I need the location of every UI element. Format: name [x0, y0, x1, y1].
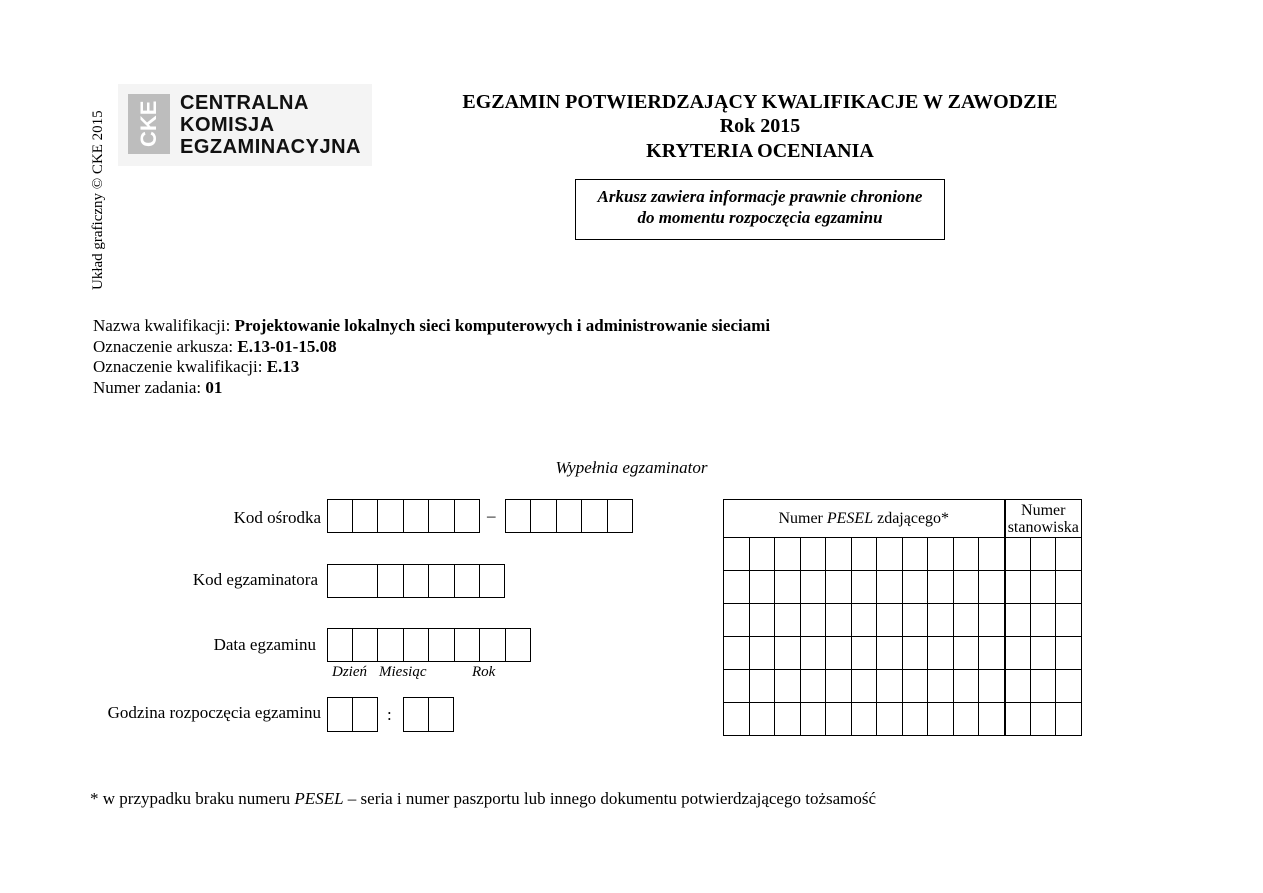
pesel-digit-cell[interactable]	[800, 604, 826, 637]
notice-line-2: do momentu rozpoczęcia egzaminu	[637, 208, 883, 227]
center-code-box[interactable]	[327, 499, 353, 533]
task-number-row	[93, 378, 222, 398]
station-cell[interactable]	[1005, 604, 1031, 637]
station-cell[interactable]	[1030, 604, 1056, 637]
examiner-fill-label: Wypełnia egzaminator	[555, 458, 708, 477]
station-cell[interactable]	[1056, 670, 1082, 703]
exam-year: Rok 2015	[719, 115, 801, 137]
pesel-digit-cell[interactable]	[749, 538, 775, 571]
pesel-digit-cell[interactable]	[851, 571, 877, 604]
pesel-digit-cell[interactable]	[724, 670, 750, 703]
pesel-digit-cell[interactable]	[749, 703, 775, 736]
station-cell[interactable]	[1056, 538, 1082, 571]
station-cell[interactable]	[1005, 637, 1031, 670]
center-code-box[interactable]	[377, 499, 404, 533]
center-code-label: Kod ośrodka	[233, 508, 321, 527]
center-code-box[interactable]	[530, 499, 557, 533]
examiner-code-box[interactable]	[377, 564, 404, 598]
pesel-digit-cell[interactable]	[877, 538, 903, 571]
center-code-box[interactable]	[428, 499, 455, 533]
station-cell[interactable]	[1005, 670, 1031, 703]
pesel-digit-cell[interactable]	[979, 571, 1005, 604]
qualification-name-label: Nazwa kwalifikacji:	[93, 316, 231, 335]
sheet-code-row	[93, 337, 337, 357]
station-cell[interactable]	[1056, 703, 1082, 736]
pesel-digit-cell[interactable]	[724, 538, 750, 571]
station-cell[interactable]	[1030, 703, 1056, 736]
examiner-code-box[interactable]	[454, 564, 480, 598]
logo-line-2: KOMISJA	[180, 114, 275, 136]
pesel-digit-cell[interactable]	[749, 637, 775, 670]
station-cell[interactable]	[1030, 670, 1056, 703]
pesel-row	[724, 670, 1082, 703]
qualification-code-label: Oznaczenie kwalifikacji:	[93, 357, 263, 376]
center-code-separator: –	[487, 506, 496, 525]
qualification-name-value: Projektowanie lokalnych sieci komputerowych i administrowanie sieciami	[234, 316, 771, 335]
pesel-digit-cell[interactable]	[979, 604, 1005, 637]
pesel-digit-cell[interactable]	[724, 703, 750, 736]
pesel-digit-cell[interactable]	[800, 670, 826, 703]
pesel-row	[724, 604, 1082, 637]
pesel-digit-cell[interactable]	[826, 703, 852, 736]
notice-line-1: Arkusz zawiera informacje prawnie chronione	[597, 187, 923, 206]
pesel-digit-cell[interactable]	[979, 637, 1005, 670]
pesel-digit-cell[interactable]	[877, 637, 903, 670]
logo-line-3: EGZAMINACYJNA	[180, 136, 361, 158]
station-cell[interactable]	[1005, 538, 1031, 571]
center-code-box[interactable]	[556, 499, 582, 533]
copyright-side-text: Układ graficzny © CKE 2015	[90, 110, 106, 290]
cke-logo-mark: CKE	[128, 94, 170, 154]
pesel-table	[723, 499, 1082, 736]
exam-title: EGZAMIN POTWIERDZAJĄCY KWALIFIKACJE W ZAWODZIE	[462, 91, 1058, 113]
center-code-box[interactable]	[607, 499, 633, 533]
pesel-digit-cell[interactable]	[902, 571, 928, 604]
examiner-code-label: Kod egzaminatora	[192, 570, 318, 589]
exam-date-box[interactable]	[454, 628, 480, 662]
pesel-digit-cell[interactable]	[928, 571, 954, 604]
pesel-digit-cell[interactable]	[826, 571, 852, 604]
pesel-digit-cell[interactable]	[851, 703, 877, 736]
pesel-digit-cell[interactable]	[826, 670, 852, 703]
examiner-code-box[interactable]	[403, 564, 429, 598]
pesel-digit-cell[interactable]	[979, 670, 1005, 703]
pesel-digit-cell[interactable]	[775, 703, 801, 736]
pesel-grid	[724, 538, 1082, 736]
pesel-digit-cell[interactable]	[953, 703, 979, 736]
pesel-digit-cell[interactable]	[775, 538, 801, 571]
pesel-digit-cell[interactable]	[775, 670, 801, 703]
pesel-digit-cell[interactable]	[902, 703, 928, 736]
center-code-box[interactable]	[403, 499, 429, 533]
pesel-digit-cell[interactable]	[902, 637, 928, 670]
exam-subtitle: KRYTERIA OCENIANIA	[646, 140, 874, 162]
pesel-digit-cell[interactable]	[851, 637, 877, 670]
pesel-digit-cell[interactable]	[749, 670, 775, 703]
pesel-digit-cell[interactable]	[902, 670, 928, 703]
pesel-row	[724, 703, 1082, 736]
examiner-code-box[interactable]	[428, 564, 455, 598]
logo-line-1: CENTRALNA	[180, 92, 309, 114]
pesel-digit-cell[interactable]	[979, 703, 1005, 736]
pesel-digit-cell[interactable]	[724, 637, 750, 670]
date-month-label: Miesiąc	[379, 664, 427, 680]
cke-logo	[118, 84, 372, 166]
confidentiality-notice	[575, 179, 945, 240]
pesel-digit-cell[interactable]	[953, 571, 979, 604]
pesel-digit-cell[interactable]	[775, 571, 801, 604]
pesel-digit-cell[interactable]	[724, 571, 750, 604]
station-cell[interactable]	[1030, 571, 1056, 604]
task-number-label: Numer zadania:	[93, 378, 202, 397]
pesel-digit-cell[interactable]	[851, 604, 877, 637]
pesel-digit-cell[interactable]	[953, 538, 979, 571]
station-cell[interactable]	[1056, 571, 1082, 604]
pesel-header: Numer PESEL zdającego*	[724, 500, 1005, 538]
exam-date-label: Data egzaminu	[213, 635, 316, 654]
qualification-code-row	[93, 357, 299, 377]
station-cell[interactable]	[1030, 538, 1056, 571]
start-hour-box[interactable]	[327, 697, 353, 732]
pesel-digit-cell[interactable]	[749, 571, 775, 604]
footnote: * w przypadku braku numeru PESEL – seria i numer paszportu lub innego dokumentu potwierdzającego tożsamość	[90, 789, 877, 808]
exam-date-box[interactable]	[327, 628, 353, 662]
sheet-code-value: E.13-01-15.08	[237, 337, 337, 356]
pesel-digit-cell[interactable]	[800, 703, 826, 736]
pesel-digit-cell[interactable]	[928, 604, 954, 637]
station-cell[interactable]	[1030, 637, 1056, 670]
pesel-row	[724, 571, 1082, 604]
station-cell[interactable]	[1005, 571, 1031, 604]
pesel-digit-cell[interactable]	[800, 538, 826, 571]
pesel-digit-cell[interactable]	[877, 571, 903, 604]
pesel-digit-cell[interactable]	[953, 604, 979, 637]
pesel-digit-cell[interactable]	[826, 604, 852, 637]
pesel-digit-cell[interactable]	[877, 703, 903, 736]
pesel-digit-cell[interactable]	[877, 670, 903, 703]
start-minute-box[interactable]	[428, 697, 454, 732]
pesel-row	[724, 637, 1082, 670]
exam-date-box[interactable]	[505, 628, 531, 662]
pesel-digit-cell[interactable]	[902, 538, 928, 571]
task-number-value: 01	[205, 378, 223, 397]
station-cell[interactable]	[1005, 703, 1031, 736]
pesel-digit-cell[interactable]	[826, 538, 852, 571]
sheet-code-label: Oznaczenie arkusza:	[93, 337, 234, 356]
exam-date-box[interactable]	[403, 628, 429, 662]
pesel-digit-cell[interactable]	[775, 637, 801, 670]
pesel-row	[724, 538, 1082, 571]
pesel-digit-cell[interactable]	[902, 604, 928, 637]
pesel-digit-cell[interactable]	[775, 604, 801, 637]
pesel-digit-cell[interactable]	[928, 637, 954, 670]
pesel-digit-cell[interactable]	[877, 604, 903, 637]
station-cell[interactable]	[1056, 604, 1082, 637]
station-cell[interactable]	[1056, 637, 1082, 670]
examiner-code-box[interactable]	[479, 564, 505, 598]
pesel-digit-cell[interactable]	[724, 604, 750, 637]
pesel-digit-cell[interactable]	[800, 571, 826, 604]
pesel-digit-cell[interactable]	[749, 604, 775, 637]
center-code-box[interactable]	[454, 499, 480, 533]
pesel-digit-cell[interactable]	[953, 637, 979, 670]
start-hour-box[interactable]	[352, 697, 378, 732]
pesel-digit-cell[interactable]	[953, 670, 979, 703]
time-separator: :	[387, 705, 392, 724]
pesel-digit-cell[interactable]	[928, 538, 954, 571]
pesel-digit-cell[interactable]	[826, 637, 852, 670]
pesel-digit-cell[interactable]	[800, 637, 826, 670]
exam-date-box[interactable]	[352, 628, 378, 662]
start-time-label: Godzina rozpoczęcia egzaminu	[107, 703, 321, 722]
pesel-digit-cell[interactable]	[928, 670, 954, 703]
station-header: Numer stanowiska	[1005, 500, 1082, 538]
pesel-digit-cell[interactable]	[851, 670, 877, 703]
date-year-label: Rok	[472, 664, 496, 680]
pesel-digit-cell[interactable]	[851, 538, 877, 571]
qualification-name-row	[93, 316, 770, 336]
examiner-code-box[interactable]	[327, 564, 378, 598]
exam-date-box[interactable]	[377, 628, 404, 662]
pesel-digit-cell[interactable]	[979, 538, 1005, 571]
center-code-box[interactable]	[352, 499, 378, 533]
start-minute-box[interactable]	[403, 697, 429, 732]
qualification-code-value: E.13	[266, 357, 300, 376]
exam-date-box[interactable]	[428, 628, 455, 662]
date-day-label: Dzień	[332, 664, 367, 680]
center-code-box[interactable]	[581, 499, 608, 533]
center-code-box[interactable]	[505, 499, 531, 533]
pesel-digit-cell[interactable]	[928, 703, 954, 736]
exam-date-box[interactable]	[479, 628, 506, 662]
